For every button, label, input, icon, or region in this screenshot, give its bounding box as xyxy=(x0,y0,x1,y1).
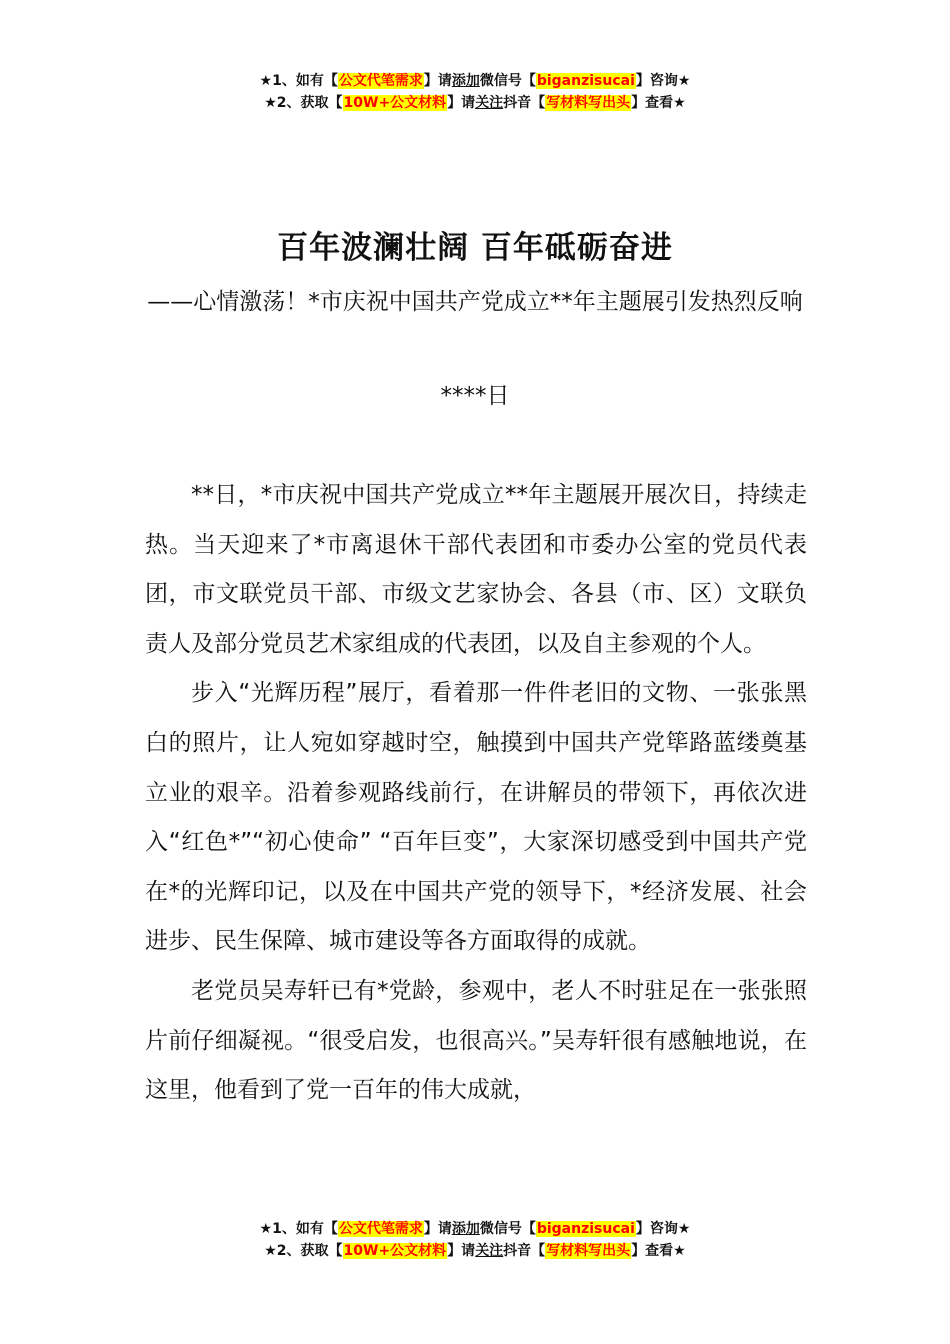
promo-text: ★1、如有【 xyxy=(259,1221,338,1237)
body-paragraph: **日，*市庆祝中国共产党成立**年主题展开展次日，持续走热。当天迎来了*市离退休干部代表团和市委办公室的党员代表团，市文联党员干部、市级文艺家协会、各县（市、区）文联负责人及部分党员艺术家组成的代表团，以及自主参观的个人。 xyxy=(145,482,807,657)
promo-text: 】请 xyxy=(447,95,476,111)
promo-text: 】咨询★ xyxy=(635,1221,691,1237)
promo-text: 】查看★ xyxy=(631,95,686,111)
promo-banner-bottom xyxy=(0,1218,950,1262)
promo-text: 】查看★ xyxy=(631,1243,686,1259)
promo-text: ★2、获取【 xyxy=(264,95,343,111)
promo-text: 】请 xyxy=(423,1221,452,1237)
promo-highlight-wechat-id: biganzisucai xyxy=(536,1221,635,1237)
promo-text: 】请 xyxy=(423,73,452,89)
promo-text: 微信号【 xyxy=(479,1221,536,1237)
document-date: ****日 xyxy=(440,383,510,409)
promo-highlight: 公文代笔需求 xyxy=(338,1221,423,1237)
promo-highlight-wechat-id: biganzisucai xyxy=(536,73,635,89)
document-body xyxy=(145,471,807,1116)
body-paragraph: 步入“光辉历程”展厅，看着那一件件老旧的文物、一张张黑白的照片，让人宛如穿越时空，触摸到中国共产党筚路蓝缕奠基立业的艰辛。沿着参观路线前行，在讲解员的带领下，再依次进入“红色*”“初心使命” “百年巨变”，大家深切感受到中国共产党在*的光辉印记，以及在中国共产党的领导下，*经济发展、社会进步、民生保障、城市建设等各方面取得的成就。 xyxy=(145,680,807,955)
promo-underline-text: 添加 xyxy=(451,73,480,89)
promo-underline-text: 添加 xyxy=(451,1221,480,1237)
promo-highlight: 公文代笔需求 xyxy=(338,73,423,89)
promo-highlight: 10W+公文材料 xyxy=(343,95,447,111)
promo-text: 】请 xyxy=(447,1243,476,1259)
promo-highlight-douyin: 写材料写出头 xyxy=(546,95,631,111)
promo-text: 抖音【 xyxy=(503,1243,546,1259)
promo-text: 抖音【 xyxy=(503,95,546,111)
document-subtitle: ——心情激荡！*市庆祝中国共产党成立**年主题展引发热烈反响 xyxy=(147,289,803,315)
promo-text: 】咨询★ xyxy=(635,73,691,89)
body-paragraph: 老党员吴寿轩已有*党龄，参观中，老人不时驻足在一张张照片前仔细凝视。“很受启发，也很高兴。”吴寿轩很有感触地说，在这里，他看到了党一百年的伟大成就， xyxy=(145,977,807,1104)
promo-highlight: 10W+公文材料 xyxy=(343,1243,447,1259)
promo-underline-text: 关注 xyxy=(475,1243,504,1259)
promo-text: ★2、获取【 xyxy=(264,1243,343,1259)
promo-banner-top xyxy=(0,70,950,114)
promo-line-2 xyxy=(0,1240,950,1262)
promo-text: ★1、如有【 xyxy=(259,73,338,89)
promo-line-1 xyxy=(0,70,950,92)
promo-line-1 xyxy=(0,1218,950,1240)
promo-text: 微信号【 xyxy=(479,73,536,89)
promo-underline-text: 关注 xyxy=(475,95,504,111)
promo-line-2 xyxy=(0,92,950,114)
promo-highlight-douyin: 写材料写出头 xyxy=(546,1243,631,1259)
document-title: 百年波澜壮阔 百年砥砺奋进 xyxy=(277,230,673,266)
